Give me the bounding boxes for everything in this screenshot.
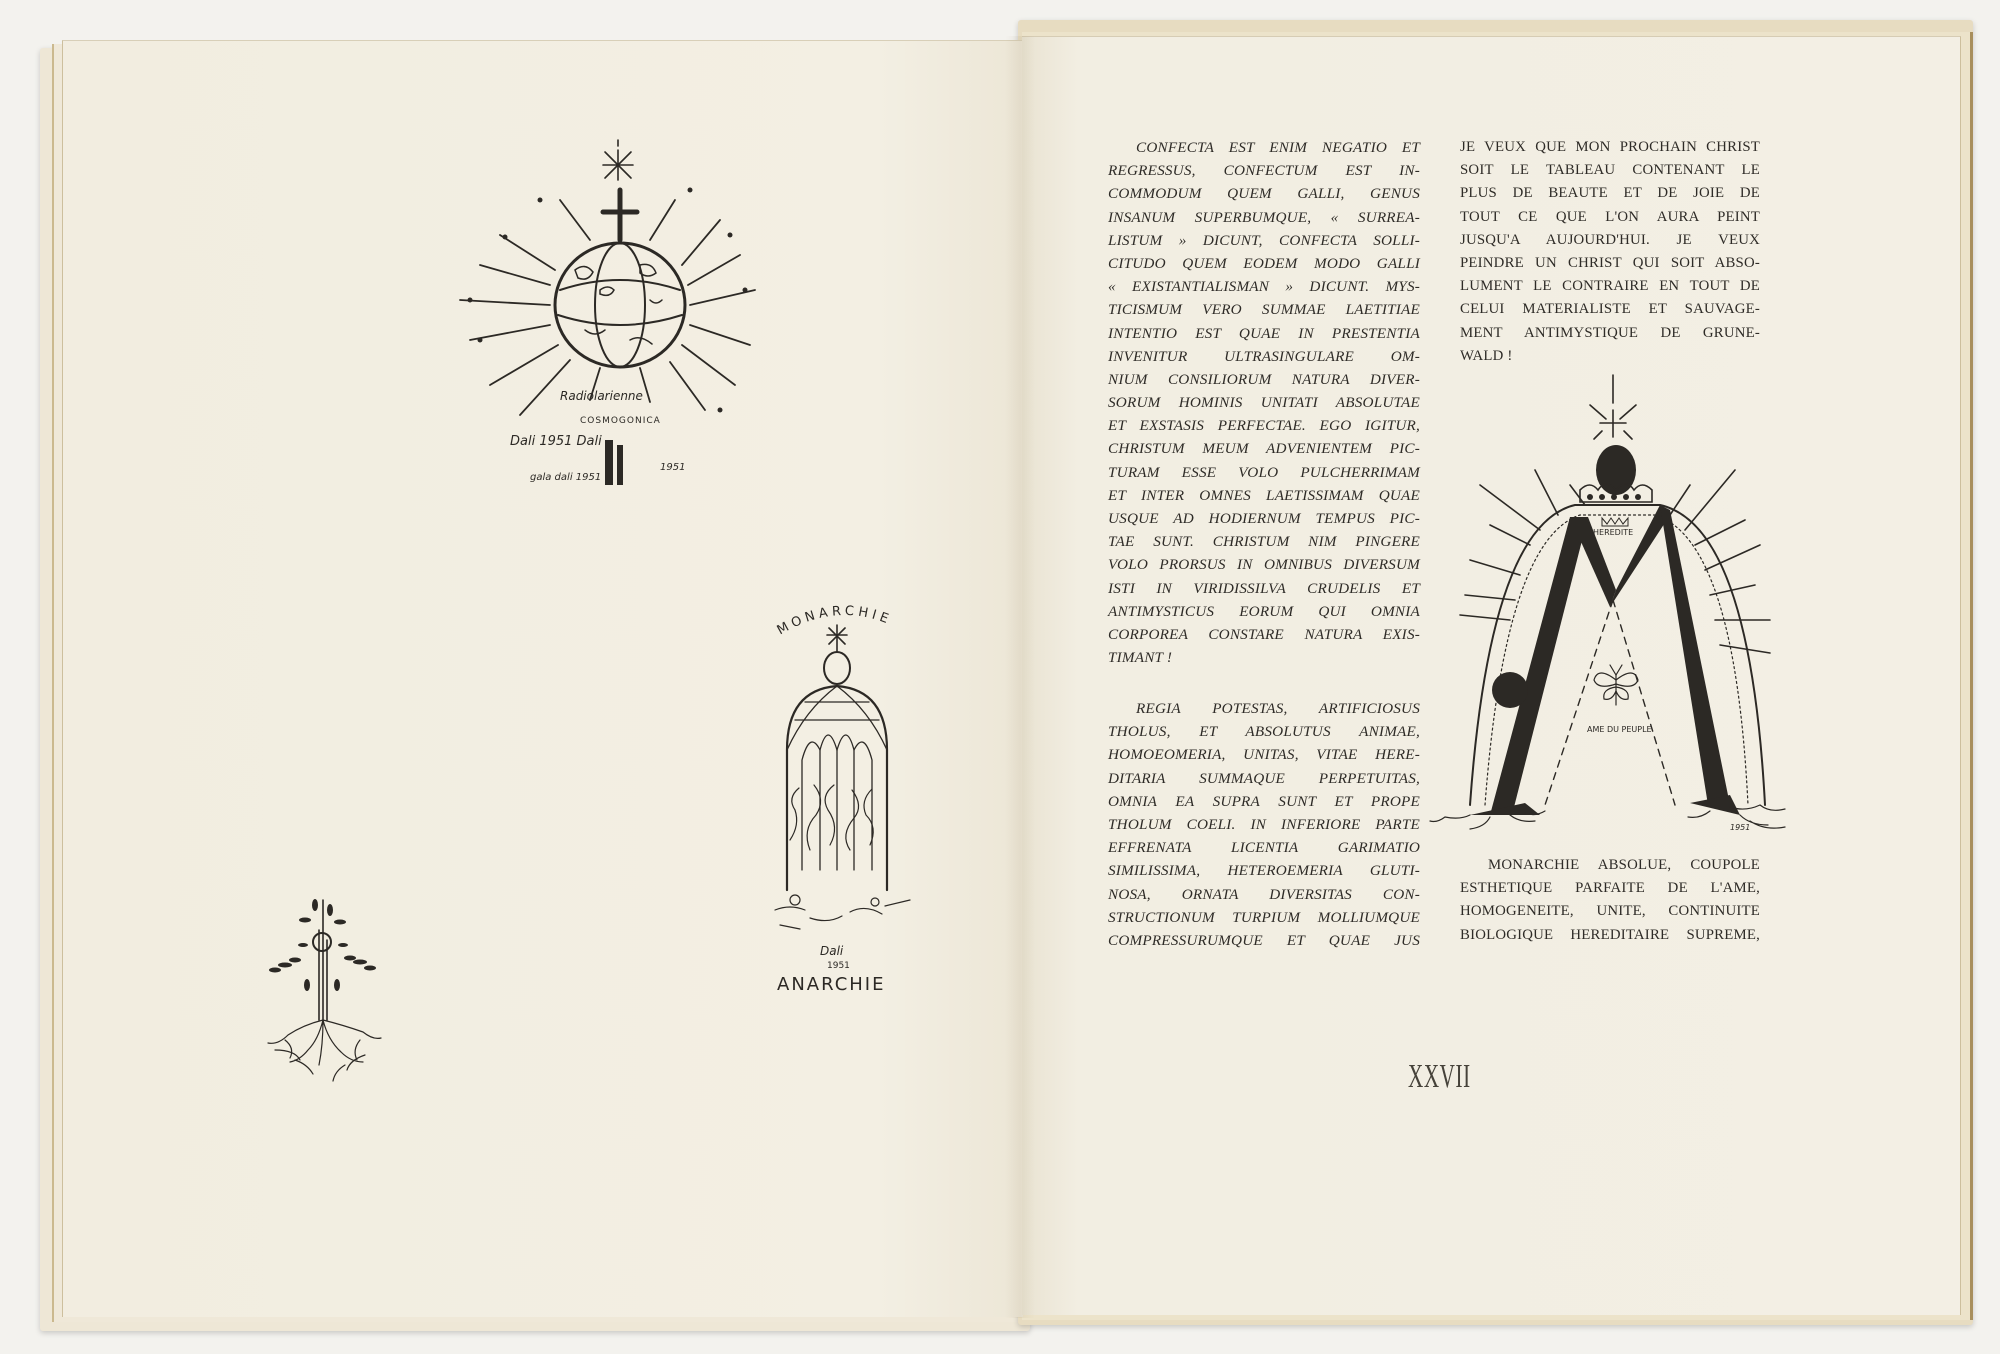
text-line: CITUDO QUEM EODEM MODO GALLI — [1108, 254, 1420, 272]
text-line: COMPRESSURUMQUE ET QUAE JUS — [1108, 931, 1420, 949]
text-line: ET EXSTASIS PERFECTAE. EGO IGITUR, — [1108, 417, 1420, 435]
text-line: VOLO PRORSUS IN OMNIBUS DIVERSUM — [1108, 556, 1420, 574]
page-number: XXVII — [1408, 1058, 1471, 1095]
text-line: NIUM CONSILIORUM NATURA DIVER- — [1108, 370, 1420, 388]
text-line: TURAM ESSE VOLO PULCHERRIMAM — [1108, 463, 1420, 481]
text-line: ISTI IN VIRIDISSILVA CRUDELIS ET — [1108, 579, 1420, 597]
text-line: TOUT CE QUE L'ON AURA PEINT — [1460, 208, 1760, 225]
text-line: EFFRENATA LICENTIA GARIMATIO — [1108, 839, 1420, 857]
handwritten-label: Radiolarienne — [560, 389, 643, 403]
french-paragraph-1 — [1460, 136, 1760, 368]
text-line: MENT ANTIMYSTIQUE DE GRUNE- — [1460, 324, 1760, 341]
heredite-label: HEREDITE — [1593, 528, 1634, 537]
text-line: MONARCHIE ABSOLUE, COUPOLE — [1488, 857, 1760, 873]
latin-paragraph-2 — [1108, 697, 1420, 952]
text-line: TICISMUM VERO SUMMAE LAETITIAE — [1108, 301, 1420, 319]
text-line: DITARIA SUMMAQUE PERPETUITAS, — [1108, 769, 1420, 787]
text-line: THOLUS, ET ABSOLUTUS ANIMAE, — [1108, 723, 1420, 741]
svg-text:Dali 1951 Dali: Dali 1951 Dali — [510, 434, 602, 449]
text-line: TIMANT ! — [1108, 649, 1173, 667]
text-line: CHRISTUM MEUM ADVENIENTEM PIC- — [1108, 440, 1420, 458]
text-line: REGIA POTESTAS, ARTIFICIOSUS — [1136, 700, 1420, 717]
text-line: INSANUM SUPERBUMQUE, « SURREA- — [1108, 208, 1420, 226]
text-line: OMNIA EA SUPRA SUNT ET PROPE — [1108, 792, 1420, 810]
svg-text:Dali: Dali — [820, 944, 844, 958]
text-line: STRUCTIONUM TURPIUM MOLLIUMQUE — [1108, 908, 1420, 926]
text-line: REGRESSUS, CONFECTUM EST IN- — [1108, 162, 1420, 180]
text-line: « EXISTANTIALISMAN » DICUNT. MYS- — [1108, 278, 1420, 296]
text-line: SIMILISSIMA, HETEROEMERIA GLUTI- — [1108, 862, 1420, 880]
text-line: LISTUM » DICUNT, CONFECTA SOLLI- — [1108, 231, 1420, 249]
text-line: COMMODUM QUEM GALLI, GENUS — [1108, 185, 1420, 203]
text-line: ET INTER OMNES LAETISSIMAM QUAE — [1108, 486, 1420, 504]
text-line: HOMOEOMERIA, UNITAS, VITAE HERE- — [1108, 746, 1420, 764]
text-line: CELUI MATERIALISTE ET SAUVAGE- — [1460, 301, 1760, 318]
text-line: SORUM HOMINIS UNITATI ABSOLUTAE — [1108, 394, 1420, 412]
text-line: USQUE AD HODIERNUM TEMPUS PIC- — [1108, 510, 1420, 527]
latin-paragraph-1 — [1108, 136, 1420, 669]
text-line: HOMOGENEITE, UNITE, CONTINUITE — [1460, 903, 1760, 920]
svg-text:gala dali 1951: gala dali 1951 — [530, 472, 602, 483]
radiant-sphere-illustration — [450, 140, 760, 510]
svg-text:1951: 1951 — [827, 961, 850, 971]
ame-du-peuple-label: AME DU PEUPLE — [1587, 725, 1652, 734]
text-line: THOLUM COELI. IN INFERIORE PARTE — [1108, 815, 1420, 833]
letter-m-illustration — [1430, 375, 1800, 845]
text-line: CORPOREA CONSTARE NATURA EXIS- — [1108, 625, 1420, 643]
text-line: PEINDRE UN CHRIST QUI SOIT ABSO- — [1460, 254, 1760, 271]
monarchie-anarchie-illustration — [765, 600, 925, 1010]
text-line: SOIT LE TABLEAU CONTENANT LE — [1460, 162, 1760, 179]
text-line: INVENITUR ULTRASINGULARE OM- — [1108, 347, 1420, 365]
anarchie-label: ANARCHIE — [777, 974, 886, 995]
svg-text:1951: 1951 — [660, 462, 686, 473]
text-line: JE VEUX QUE MON PROCHAIN CHRIST — [1460, 139, 1760, 155]
svg-text:COSMOGONICA: COSMOGONICA — [580, 416, 661, 426]
text-line: JUSQU'A AUJOURD'HUI. JE VEUX — [1460, 231, 1760, 248]
text-line: LUMENT LE CONTRAIRE EN TOUT DE — [1460, 278, 1760, 295]
tree-cross-illustration — [265, 890, 385, 1100]
french-paragraph-2 — [1460, 854, 1760, 947]
svg-text:1951: 1951 — [1730, 823, 1751, 832]
text-line: ANTIMYSTICUS EORUM QUI OMNIA — [1108, 602, 1420, 620]
text-line: ESTHETIQUE PARFAITE DE L'AME, — [1460, 880, 1760, 897]
text-line: TAE SUNT. CHRISTUM NIM PINGERE — [1108, 533, 1420, 551]
text-line: WALD ! — [1460, 347, 1513, 364]
text-line: INTENTIO EST QUAE IN PRESTENTIA — [1108, 324, 1420, 342]
text-line: CONFECTA EST ENIM NEGATIO ET — [1136, 139, 1420, 156]
monarchie-label: MONARCHIE — [774, 603, 895, 639]
text-line: PLUS DE BEAUTE ET DE JOIE DE — [1460, 185, 1760, 202]
text-line: BIOLOGIQUE HEREDITAIRE SUPREME, — [1460, 926, 1760, 943]
text-line: NOSA, ORNATA DIVERSITAS CON- — [1108, 885, 1420, 903]
book-spine — [1005, 36, 1035, 1318]
